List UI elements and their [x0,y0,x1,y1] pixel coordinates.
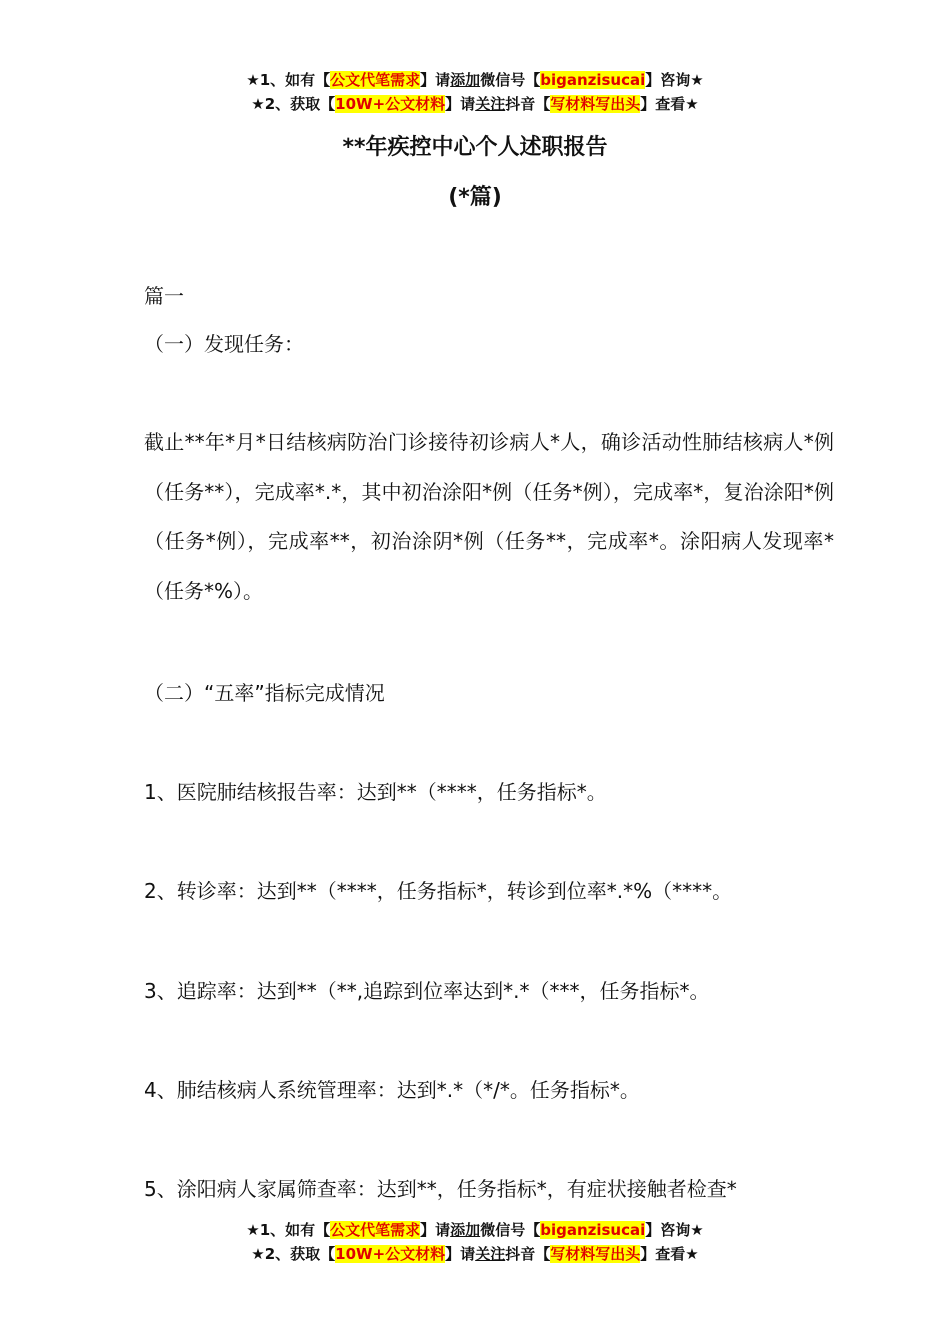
document-title: **年疾控中心个人述职报告 [342,135,608,160]
douyin-id: 写材料写出头 [550,1245,641,1263]
section-label: 篇一 [144,284,184,308]
star-icon: ★ [251,1245,265,1263]
star-icon: ★ [251,95,265,113]
promo-line-2: ★2、获取【10W+公文材料】请关注抖音【写材料写出头】查看★ [251,1245,699,1263]
list-item: 3、追踪率：达到**（**,追踪到位率达到*.*（***，任务指标*。 [144,979,710,1003]
promo-line-1: ★1、如有【公文代笔需求】请添加微信号【biganzisucai】咨询★ [246,1221,704,1239]
promo-banner-top [0,68,950,116]
document-subtitle: (*篇) [448,185,502,210]
star-icon: ★ [685,1245,699,1263]
list-item: 4、肺结核病人系统管理率：达到*.*（*/*。任务指标*。 [144,1078,640,1102]
list-item: 1、医院肺结核报告率：达到**（****，任务指标*。 [144,780,607,804]
star-icon: ★ [246,71,260,89]
heading-discovery-task: （一）发现任务： [144,332,304,356]
promo-banner-bottom [0,1218,950,1266]
star-icon: ★ [690,71,704,89]
douyin-id: 写材料写出头 [550,95,641,113]
promo-line-2: ★2、获取【10W+公文材料】请关注抖音【写材料写出头】查看★ [251,95,699,113]
star-icon: ★ [246,1221,260,1239]
list-item: 2、转诊率：达到**（****，任务指标*，转诊到位率*.*%（****。 [144,879,733,903]
wechat-id: biganzisucai [540,1221,646,1239]
star-icon: ★ [690,1221,704,1239]
wechat-id: biganzisucai [540,71,646,89]
promo-line-1: ★1、如有【公文代笔需求】请添加微信号【biganzisucai】咨询★ [246,71,704,89]
list-item: 5、涂阳病人家属筛查率：达到**，任务指标*，有症状接触者检查* [144,1177,737,1201]
heading-five-rates: （二）“五率”指标完成情况 [144,681,385,705]
discovery-paragraph: 截止**年*月*日结核病防治门诊接待初诊病人*人，确诊活动性肺结核病人*例（任务**），完成率*.*，其中初治涂阳*例（任务*例），完成率*，复治涂阳*例（任务*例），完成率**，初治涂阴*例（任务**，完成率*。涂阳病人发现率*（任务*%）。 [144,430,834,603]
star-icon: ★ [685,95,699,113]
